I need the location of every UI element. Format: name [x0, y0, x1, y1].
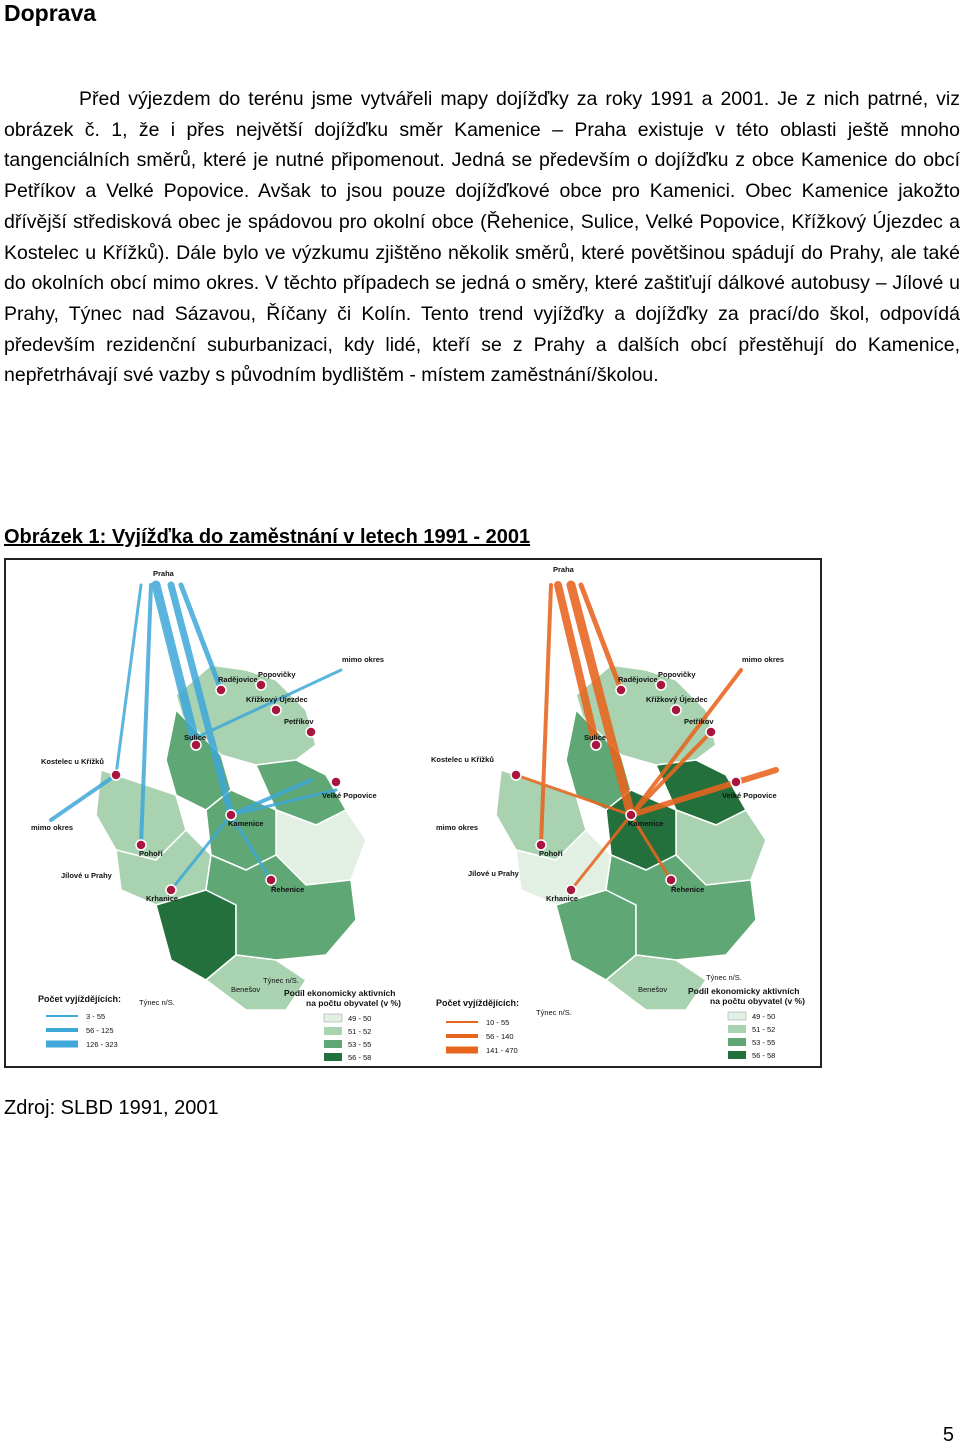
label-rehenice: Řehenice [671, 885, 705, 894]
legend-lines [38, 994, 121, 1049]
legend-fill-label-3: 53 - 55 [348, 1040, 372, 1049]
marker-petrikov [706, 727, 716, 737]
label-tynec-bottom: Týnec n/S. [139, 998, 175, 1007]
label-mimo-okres-ne: mimo okres [742, 655, 785, 664]
label-kamenice: Kamenice [228, 819, 264, 828]
map-1991 [31, 569, 401, 1062]
legend-fill-title-1: Podíl ekonomicky aktivních [688, 986, 800, 996]
label-velke-popovice: Velké Popovice [722, 791, 777, 800]
figure-maps [4, 558, 822, 1068]
marker-krizkovy-ujezdec [671, 705, 681, 715]
label-kamenice: Kamenice [628, 819, 664, 828]
label-popovicky: Popovičky [658, 670, 696, 679]
legend-fill-title-2: na počtu obyvatel (v %) [710, 996, 805, 1006]
legend-lines-title: Počet vyjíždějících: [38, 994, 122, 1004]
legend-lines-title: Počet vyjíždějících: [436, 998, 520, 1008]
legend-line-medium-label: 56 - 125 [86, 1026, 114, 1035]
label-krhanice: Krhanice [146, 894, 179, 903]
marker-rehenice [666, 875, 676, 885]
label-krizkovy-ujezdec: Křížkový Újezdec [646, 695, 708, 704]
legend-fill-label-2: 51 - 52 [752, 1025, 776, 1034]
legend-fill [284, 988, 401, 1062]
label-radejovice: Radějovice [218, 675, 258, 684]
legend-line-large-label: 141 - 470 [486, 1046, 518, 1055]
label-sulice: Sulice [184, 733, 207, 742]
body-paragraph [4, 84, 960, 391]
label-petrikov: Petříkov [684, 717, 714, 726]
marker-radejovice [616, 685, 626, 695]
map-2001 [431, 565, 805, 1060]
legend-line-large-label: 126 - 323 [86, 1040, 118, 1049]
legend-fill-title-2: na počtu obyvatel (v %) [306, 998, 401, 1008]
label-petrikov: Petříkov [284, 717, 314, 726]
label-praha: Praha [553, 565, 574, 574]
label-mimo-okres-w: mimo okres [436, 823, 479, 832]
label-mimo-okres-w: mimo okres [31, 823, 74, 832]
legend-fill-swatch-4 [728, 1051, 746, 1059]
legend-line-small-label: 10 - 55 [486, 1018, 510, 1027]
label-krizkovy-ujezdec: Křížkový Újezdec [246, 695, 308, 704]
label-jilove: Jílové u Prahy [468, 869, 519, 878]
legend-fill-swatch-2 [728, 1025, 746, 1033]
label-benesov: Benešov [231, 985, 261, 994]
label-radejovice: Radějovice [618, 675, 658, 684]
marker-velke-popovice [331, 777, 341, 787]
marker-kostelec [511, 770, 521, 780]
page-number: 5 [942, 1424, 954, 1446]
source-note: Zdroj: SLBD 1991, 2001 [4, 1097, 219, 1119]
label-mimo-okres-ne: mimo okres [342, 655, 385, 664]
legend-fill-label-3: 53 - 55 [752, 1038, 776, 1047]
paragraph-text: Před výjezdem do terénu jsme vytvářeli mapy dojížďky za roky 1991 a 2001. Je z nich patrné, viz obrázek č. 1, že i přes největší dojížďku směr Kamenice – Praha existuje v této oblasti ještě mnoho tangenciálních směrů, které je nutné připomenout. Jedná se především o dojížďku z obce Kamenice do obcí Petříkov a Velké Popovice. Avšak to jsou pouze dojížďkové obce pro Kamenici. Obec Kamenice jakožto dřívější středisková obec je spádovou pro okolní obce (Řehenice, Sulice, Velké Popovice, Křížkový Újezdec a Kostelec u Křížků). Dále bylo ve výzkumu zjištěno několik směrů, které povětšinou spádují do Prahy, ale také do okolních obcí mimo okres. V těchto případech se jedná o směry, které zaštiťují dálkové autobusy – Jílové u Prahy, Týnec nad Sázavou, Říčany či Kolín. Tento trend vyjížďky a dojížďky za prací/do škol, odpovídá především rezidenční suburbanizaci, kdy lidé, kteří se z Prahy a dalších obcí přestěhují do Kamenice, nepřetrhávají své vazby s původním bydlištěm - místem zaměstnání/školou. [4, 88, 960, 387]
label-velke-popovice: Velké Popovice [322, 791, 377, 800]
legend-fill-title-1: Podíl ekonomicky aktivních [284, 988, 396, 998]
label-tynec-top: Týnec n/S. [263, 976, 299, 985]
marker-kostelec [111, 770, 121, 780]
label-jilove: Jílové u Prahy [61, 871, 112, 880]
label-pohori: Pohoří [139, 849, 163, 858]
label-tynec-bottom: Týnec n/S. [536, 1008, 572, 1017]
label-kostelec: Kostelec u Křížků [41, 757, 104, 766]
label-benesov: Benešov [638, 985, 668, 994]
legend-fill-label-2: 51 - 52 [348, 1027, 372, 1036]
legend-line-medium-label: 56 - 140 [486, 1032, 514, 1041]
legend-fill-swatch-1 [324, 1014, 342, 1022]
legend-fill-label-4: 56 - 58 [348, 1053, 372, 1062]
marker-radejovice [216, 685, 226, 695]
legend-fill-label-4: 56 - 58 [752, 1051, 776, 1060]
legend-fill-swatch-1 [728, 1012, 746, 1020]
label-sulice: Sulice [584, 733, 607, 742]
label-praha: Praha [153, 569, 174, 578]
legend-lines [436, 998, 519, 1055]
marker-krizkovy-ujezdec [271, 705, 281, 715]
legend-fill-label-1: 49 - 50 [348, 1014, 372, 1023]
legend-fill-swatch-4 [324, 1053, 342, 1061]
marker-petrikov [306, 727, 316, 737]
legend-fill-swatch-2 [324, 1027, 342, 1035]
legend-line-small-label: 3 - 55 [86, 1012, 106, 1021]
legend-fill-label-1: 49 - 50 [752, 1012, 776, 1021]
label-krhanice: Krhanice [546, 894, 579, 903]
label-pohori: Pohoří [539, 849, 563, 858]
label-tynec-top: Týnec n/S. [706, 973, 742, 982]
section-heading: Doprava [4, 0, 97, 26]
legend-fill-swatch-3 [324, 1040, 342, 1048]
legend-fill [688, 986, 805, 1060]
line-kostelec-praha [116, 585, 141, 775]
marker-rehenice [266, 875, 276, 885]
marker-velke-popovice [731, 777, 741, 787]
label-rehenice: Řehenice [271, 885, 305, 894]
figure-caption: Obrázek 1: Vyjížďka do zaměstnání v letech 1991 - 2001 [4, 526, 531, 548]
label-popovicky: Popovičky [258, 670, 296, 679]
legend-fill-swatch-3 [728, 1038, 746, 1046]
label-kostelec: Kostelec u Křížků [431, 755, 494, 764]
